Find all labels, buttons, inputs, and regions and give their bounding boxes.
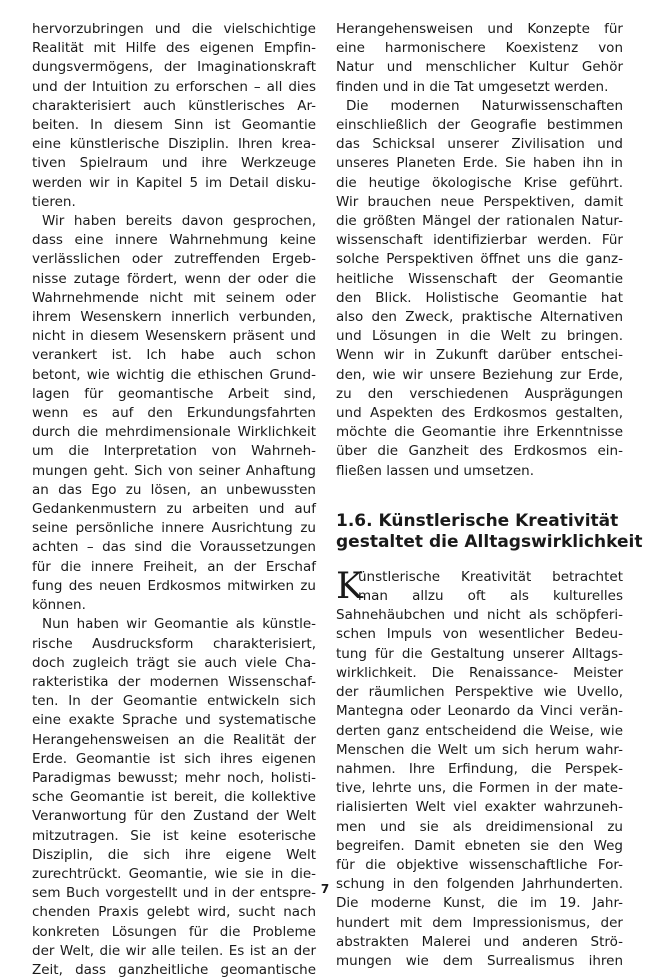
text-line: Sahnehäubchen und nicht als schöpferi-	[336, 607, 623, 624]
text-line: unseres Planeten Erde. Sie haben ihn in	[336, 155, 623, 172]
text-line: zurechtrückt. Geomantie, wie sie in die-	[32, 865, 316, 882]
paragraph-2	[32, 212, 316, 615]
text-line: Mantegna oder Leonardo da Vinci verän-	[336, 703, 623, 720]
text-line: 1.6. Künstlerische Kreativität	[336, 510, 619, 531]
paragraph-6	[336, 606, 623, 971]
text-line: und Aspekten des Erdkosmos gestalten,	[336, 405, 623, 422]
text-line: man allzu oft als kulturelles	[358, 588, 623, 605]
text-line: heitliche Wissenschaft der Geomantie	[336, 270, 623, 287]
drop-cap-letter: K	[336, 565, 363, 607]
text-line: finden und in die Tat umgesetzt werden.	[336, 78, 609, 95]
text-line: seine persönliche innere Ausrichtung zu	[32, 520, 316, 537]
text-line: Die moderne Kunst, die im 19. Jahr-	[336, 895, 623, 912]
text-line: rialisierten Welt viel exakter wahrzuneh-	[336, 799, 623, 816]
text-line: Natur und menschlicher Kultur Gehör	[336, 59, 623, 76]
text-line: mitzutragen. Sie ist keine esoterische	[32, 827, 316, 844]
text-line: fung des neuen Erdkosmos mitwirken zu	[32, 577, 316, 594]
text-line: über die Ganzheit des Erdkosmos ein-	[336, 443, 623, 460]
dropcap-paragraph	[336, 565, 623, 607]
text-line: hervorzubringen und die vielschichtige	[32, 21, 316, 37]
text-line: chenden Praxis gelebt wird, sucht nach	[32, 904, 316, 921]
text-line: der räumlichen Perspektive wie Uvello,	[336, 684, 623, 701]
text-line: dungsvermögens, der Imaginationskraft	[32, 59, 316, 76]
right-column	[336, 20, 643, 971]
text-line: Realität mit Hilfe des eigenen Empfin-	[32, 40, 316, 57]
text-line: ten. In der Geomantie entwickeln sich	[32, 693, 316, 710]
text-line: an das Ego zu lösen, an unbewussten	[32, 481, 316, 498]
text-line: tive, lehrte uns, die Formen in der mate-	[336, 780, 623, 797]
text-line: wenn es auf den Erkundungsfahrten	[32, 405, 316, 422]
text-line: Menschen die Welt um sich herum wahr-	[336, 741, 623, 758]
text-line: betont, wie wichtig die ethischen Grund-	[32, 366, 316, 383]
text-line: sem Buch vorgestellt und in der entspre-	[32, 885, 316, 902]
text-line: den, wie wir unsere Beziehung zur Erde,	[336, 366, 623, 383]
heading-spacer	[336, 553, 623, 568]
text-line: schen Impuls von wesentlicher Bedeu-	[336, 626, 623, 643]
text-line: solche Perspektiven öffnet uns die ganz-	[336, 251, 623, 268]
text-line: beiten. In diesem Sinn ist Geomantie	[32, 117, 316, 134]
text-line: können.	[32, 597, 86, 614]
text-line: fließen lassen und umsetzen.	[336, 462, 535, 479]
text-line: und der Intuition zu erforschen – all dies	[32, 78, 316, 95]
text-line: tieren.	[32, 193, 76, 210]
text-line: Wir brauchen neue Perspektiven, damit	[336, 193, 623, 210]
section-heading	[336, 510, 643, 553]
text-line: nahmen. Ihre Erfindung, die Perspek-	[336, 760, 623, 777]
text-line: das Schicksal unserer Zivilisation und	[336, 136, 623, 153]
section-spacer	[336, 481, 623, 511]
text-line: Nun haben wir Geomantie als künstle-	[42, 616, 316, 633]
text-line: Veranwortung für den Zustand der Welt	[32, 808, 316, 825]
text-line: wissenschaft identifizierbar werden. Für	[336, 232, 623, 249]
text-line: wirklichkeit. Die Renaissance- Meister	[336, 664, 623, 681]
paragraph-4	[336, 20, 623, 97]
left-column	[32, 20, 316, 980]
text-line: begreifen. Damit ebneten sie den Weg	[336, 837, 623, 854]
text-line: Disziplin, die sich ihre eigene Welt	[32, 846, 316, 863]
text-line: werden wir in Kapitel 5 im Detail disku-	[32, 174, 316, 191]
text-line: eine exakte Sprache und systematische	[32, 712, 316, 729]
text-line: mungen geht. Sich von seiner Anhaftung	[32, 462, 316, 479]
text-line: eine harmonischere Koexistenz von	[336, 40, 623, 57]
text-line: nicht in diesem Wesenskern präsent und	[32, 328, 316, 345]
text-line: Wir haben bereits davon gesprochen,	[42, 213, 316, 230]
text-line: der Welt, die wir alle teilen. Es ist an der	[32, 942, 316, 959]
text-line: Wenn wir in Zukunft darüber entschei-	[336, 347, 623, 364]
text-line: den Blick. Holistische Geomantie hat	[336, 289, 623, 306]
text-line: ihrem Wesenskern innerlich verbunden,	[32, 309, 316, 326]
text-line: verankert ist. Ich habe auch schon	[32, 347, 316, 364]
text-line: men und sie als dreidimensional zu	[336, 818, 623, 835]
text-line: also den Zweck, praktische Alternativen	[336, 309, 623, 326]
text-line: rische Ausdrucksform charakterisiert,	[32, 635, 316, 652]
text-line: Zeit, dass ganzheitliche geomantische	[32, 961, 316, 978]
text-line: nisse zutage fördert, wenn der oder die	[32, 270, 316, 287]
text-line: tung für die Gestaltung unserer Alltags-	[336, 645, 623, 662]
paragraph-3	[32, 615, 316, 980]
paragraph-1	[32, 20, 316, 212]
text-line: durch die mehrdimensionale Wirklichkeit	[32, 424, 316, 441]
text-line: Herangehensweisen an die Realität der	[32, 731, 316, 748]
text-line: Paradigmas bewusst; mehr noch, holisti-	[32, 769, 316, 786]
text-line: konkreten Lösungen für die Probleme	[32, 923, 316, 940]
text-line: derten ganz entscheidend die Weise, wie	[336, 722, 623, 739]
text-line: lagen für geomantische Arbeit sind,	[32, 385, 316, 402]
text-line: abstrakten Malerei und anderen Strö-	[336, 933, 623, 950]
text-line: charakterisiert auch künstlerisches Ar-	[32, 97, 316, 114]
text-line: rakteristika der modernen Wissenschaf-	[32, 673, 316, 690]
text-line: eine künstlerische Disziplin. Ihren krea-	[32, 136, 316, 153]
text-line: sche Geomantie ist bereit, die kollektive	[32, 789, 316, 806]
text-line: achten – das sind die Voraussetzungen	[32, 539, 316, 556]
text-line: zu den verschiedenen Ausprägungen	[336, 385, 623, 402]
text-line: und Lösungen in die Welt zu bringen.	[336, 328, 623, 345]
text-line: schung in den folgenden Jahrhunderten.	[336, 876, 623, 893]
text-line: Erde. Geomantie ist sich ihres eigenen	[32, 750, 316, 767]
dropcap-lines	[336, 565, 623, 607]
text-line: möchte die Geomantie ihre Erkenntnisse	[336, 424, 623, 441]
text-line: Gedankenmustern zu arbeiten und auf	[32, 501, 316, 518]
text-line: die größten Mängel der rationalen Natur-	[336, 213, 623, 230]
text-line: die heutige ökologische Krise geführt.	[336, 174, 623, 191]
text-line: um die Interpretation von Wahrneh-	[32, 443, 316, 460]
page-number: 7	[320, 882, 330, 896]
text-line: verlässlichen oder zutreffenden Ergeb-	[32, 251, 316, 268]
text-line: gestaltet die Alltagswirklichkeit	[336, 531, 643, 552]
text-line: Wahrnehmende nicht mit seinem oder	[32, 289, 316, 306]
text-line: für die innere Freiheit, an der Erschaf	[32, 558, 316, 575]
text-line: für die objektive wissenschaftliche For-	[336, 856, 623, 873]
text-line: hundert mit dem Impressionismus, der	[336, 914, 623, 931]
text-line: tiven Spielraum und ihre Werkzeuge	[32, 155, 316, 172]
text-line: mungen wie dem Surrealismus ihren	[336, 952, 623, 969]
text-line: einschließlich der Geografie bestimmen	[336, 117, 623, 134]
text-line: dass eine innere Wahrnehmung keine	[32, 232, 316, 249]
paragraph-5	[336, 97, 623, 481]
text-line: Die modernen Naturwissenschaften	[346, 97, 623, 114]
text-line: Herangehensweisen und Konzepte für	[336, 21, 623, 37]
text-line: doch zugleich trägt sie auch viele Cha-	[32, 654, 316, 671]
text-line: ünstlerische Kreativität betrachtet	[358, 568, 623, 585]
